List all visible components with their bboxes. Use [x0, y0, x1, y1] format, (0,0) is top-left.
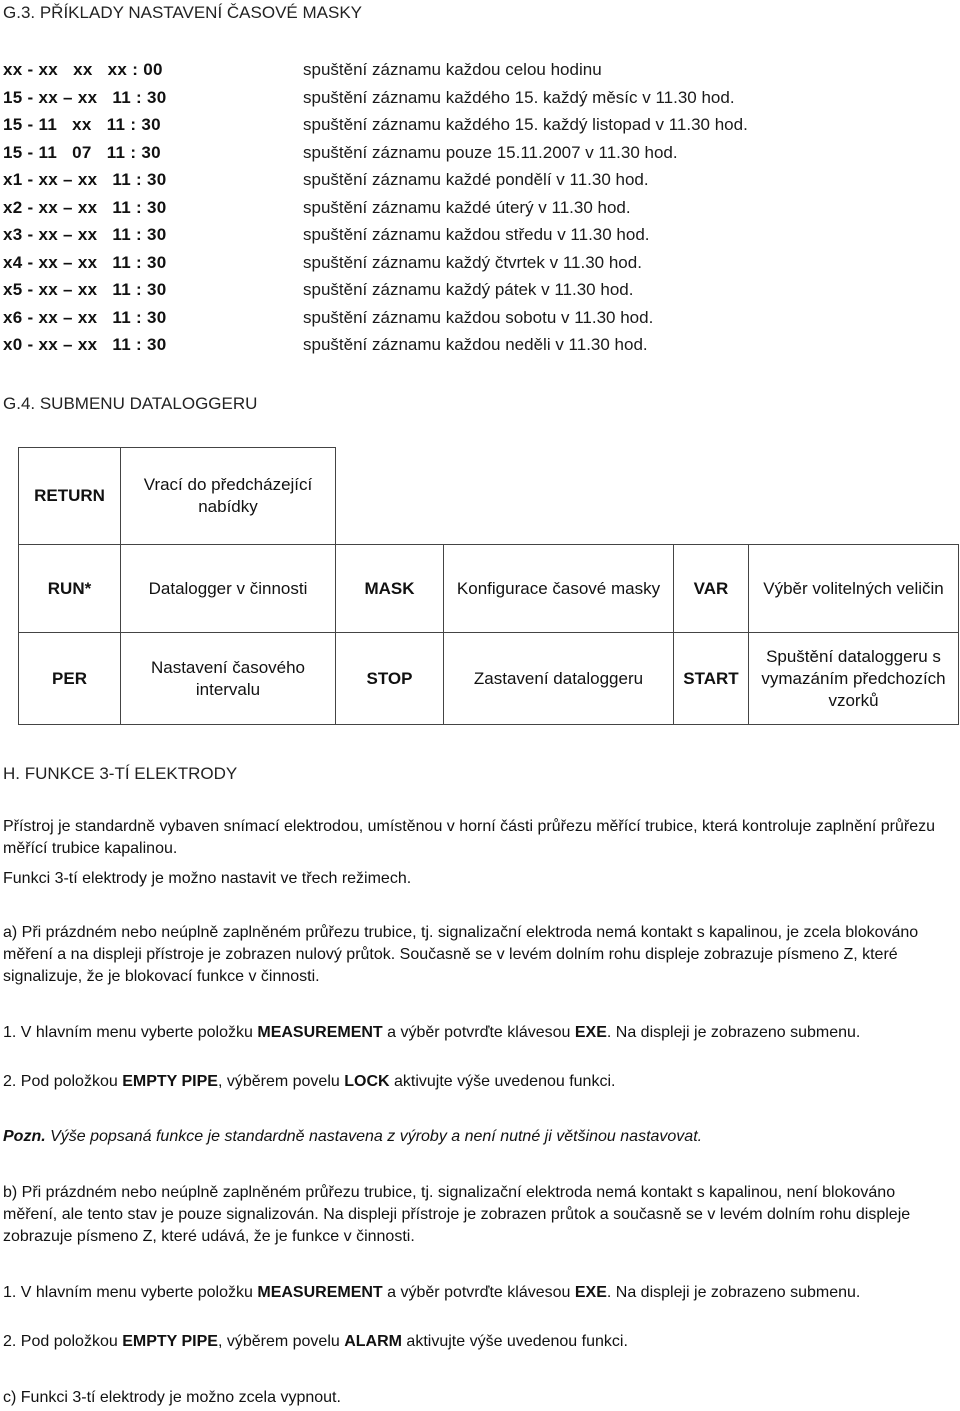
- mask-row: [3, 166, 649, 194]
- section-heading-g3: G.3. PŘÍKLADY NASTAVENÍ ČASOVÉ MASKY: [3, 3, 363, 22]
- intro-paragraph-2: Funkci 3-tí elektrody je možno nastavit ve třech režimech.: [3, 870, 412, 887]
- mask-key: MASK: [336, 545, 444, 633]
- step-keyword: EMPTY PIPE: [122, 1073, 218, 1090]
- mask-code: x3 - xx – xx 11 : 30: [3, 225, 167, 244]
- mask-code: x6 - xx – xx 11 : 30: [3, 307, 167, 327]
- mask-code: x2 - xx – xx 11 : 30: [3, 197, 167, 217]
- step-keyword: EMPTY PIPE: [122, 1333, 218, 1350]
- step-keyword: EXE: [574, 1024, 607, 1041]
- mask-row: [3, 276, 633, 304]
- mask-code: 15 - 11 07 11 : 30: [3, 142, 161, 162]
- mask-row: [3, 331, 648, 359]
- mask-description: spuštění záznamu každý pátek v 11.30 hod.: [303, 280, 634, 299]
- intro-paragraph: Přístroj je standardně vybaven snímací elektrodou, umístěnou v horní části průřezu měřící trubice, která kontroluje zaplnění průřezu měřící trubice kapalinou.: [3, 818, 936, 857]
- mask-desc: Konfigurace časové masky: [444, 545, 674, 633]
- step-text: aktivujte výše uvedenou funkci.: [389, 1073, 616, 1090]
- per-key: PER: [19, 633, 121, 725]
- stop-key: STOP: [336, 633, 444, 725]
- mode-a-step-1: [3, 1022, 953, 1044]
- run-key: RUN*: [19, 545, 121, 633]
- mask-code: x0 - xx – xx 11 : 30: [3, 335, 167, 354]
- mask-description: spuštění záznamu každé pondělí v 11.30 hod.: [303, 170, 649, 189]
- empty-cell: [336, 448, 959, 545]
- per-desc: Nastavení časového intervalu: [121, 633, 336, 725]
- mode-b-step-1: [3, 1282, 953, 1304]
- table-row: [19, 633, 959, 725]
- step-text: , výběrem povelu: [217, 1333, 345, 1350]
- step-keyword: MEASUREMENT: [257, 1024, 383, 1041]
- section-heading-h: H. FUNKCE 3-TÍ ELEKTRODY: [3, 764, 238, 783]
- mask-description: spuštění záznamu každé úterý v 11.30 hod.: [303, 197, 631, 217]
- return-key: RETURN: [19, 448, 121, 545]
- return-desc: Vrací do předcházející nabídky: [121, 448, 336, 545]
- mask-row: [3, 56, 602, 84]
- mask-description: spuštění záznamu každou celou hodinu: [303, 60, 602, 79]
- mode-a-step-2: [3, 1071, 953, 1093]
- step-text: 1. V hlavním menu vyberte položku: [3, 1024, 258, 1041]
- step-text: a výběr potvrďte klávesou: [382, 1284, 575, 1301]
- note-label: Pozn.: [3, 1128, 46, 1145]
- stop-desc: Zastavení dataloggeru: [444, 633, 674, 725]
- mode-b-step-2: [3, 1331, 953, 1353]
- table-row: [19, 448, 959, 545]
- step-text: aktivujte výše uvedenou funkci.: [401, 1333, 628, 1350]
- mode-b-paragraph: b) Při prázdném nebo neúplně zaplněném průřezu trubice, tj. signalizační elektroda nemá kontakt s kapalinou, není blokováno měření, ale tento stav je pouze signalizován. Na displeji přístroje je zobrazen průtok a současně se v levém dolním rohu displeje zobrazuje písmeno Z, které udává, že je funkce v činnosti.: [3, 1184, 911, 1245]
- step-text: 2. Pod položkou: [3, 1333, 123, 1350]
- mask-description: spuštění záznamu každého 15. každý měsíc v 11.30 hod.: [303, 87, 735, 107]
- start-desc: Spuštění dataloggeru s vymazáním předchozích vzorků: [749, 633, 959, 725]
- mode-a-paragraph: a) Při prázdném nebo neúplně zaplněném průřezu trubice, tj. signalizační elektroda nemá kontakt s kapalinou, je zcela blokováno měření a na displeji přístroje je zobrazen nulový průtok. Současně se v levém dolním rohu displeje zobrazuje písmeno Z, které signalizuje, že je blokovací funkce v činnosti.: [3, 924, 919, 985]
- mask-code: x4 - xx – xx 11 : 30: [3, 252, 167, 272]
- mask-code: 15 - xx – xx 11 : 30: [3, 87, 167, 107]
- mask-row: [3, 111, 748, 139]
- step-text: . Na displeji je zobrazeno submenu.: [606, 1024, 861, 1041]
- mask-description: spuštění záznamu každou sobotu v 11.30 hod.: [303, 307, 654, 327]
- mask-code: x1 - xx – xx 11 : 30: [3, 170, 167, 189]
- var-desc: Výběr volitelných veličin: [749, 545, 959, 633]
- mask-description: spuštění záznamu každého 15. každý listopad v 11.30 hod.: [303, 115, 748, 134]
- note-text: Výše popsaná funkce je standardně nastavena z výroby a není nutné ji většinou nastavovat.: [45, 1128, 703, 1145]
- note-paragraph: [3, 1126, 953, 1148]
- var-key: VAR: [674, 545, 749, 633]
- table-row: [19, 545, 959, 633]
- step-text: 2. Pod položkou: [3, 1073, 123, 1090]
- step-text: . Na displeji je zobrazeno submenu.: [606, 1284, 861, 1301]
- run-desc: Datalogger v činnosti: [121, 545, 336, 633]
- mask-description: spuštění záznamu každou neděli v 11.30 hod.: [303, 335, 648, 354]
- step-keyword: EXE: [574, 1284, 607, 1301]
- mask-row: [3, 84, 735, 112]
- mask-description: spuštění záznamu každou středu v 11.30 hod.: [303, 225, 650, 244]
- mask-row: [3, 194, 631, 222]
- step-keyword: ALARM: [344, 1333, 402, 1350]
- mask-description: spuštění záznamu pouze 15.11.2007 v 11.30 hod.: [303, 142, 678, 162]
- mask-row: [3, 139, 678, 167]
- step-keyword: LOCK: [344, 1073, 390, 1090]
- mask-description: spuštění záznamu každý čtvrtek v 11.30 hod.: [303, 252, 642, 272]
- step-text: , výběrem povelu: [217, 1073, 345, 1090]
- step-text: a výběr potvrďte klávesou: [382, 1024, 575, 1041]
- mask-code: xx - xx xx xx : 00: [3, 60, 163, 79]
- mask-code: 15 - 11 xx 11 : 30: [3, 115, 161, 134]
- mask-row: [3, 304, 653, 332]
- step-keyword: MEASUREMENT: [257, 1284, 383, 1301]
- section-heading-g4: G.4. SUBMENU DATALOGGERU: [3, 394, 258, 413]
- mask-row: [3, 221, 650, 249]
- mask-row: [3, 249, 642, 277]
- datalogger-submenu-table: [18, 447, 959, 725]
- mask-code: x5 - xx – xx 11 : 30: [3, 280, 167, 299]
- start-key: START: [674, 633, 749, 725]
- step-text: 1. V hlavním menu vyberte položku: [3, 1284, 258, 1301]
- mode-c-paragraph: c) Funkci 3-tí elektrody je možno zcela vypnout.: [3, 1389, 341, 1406]
